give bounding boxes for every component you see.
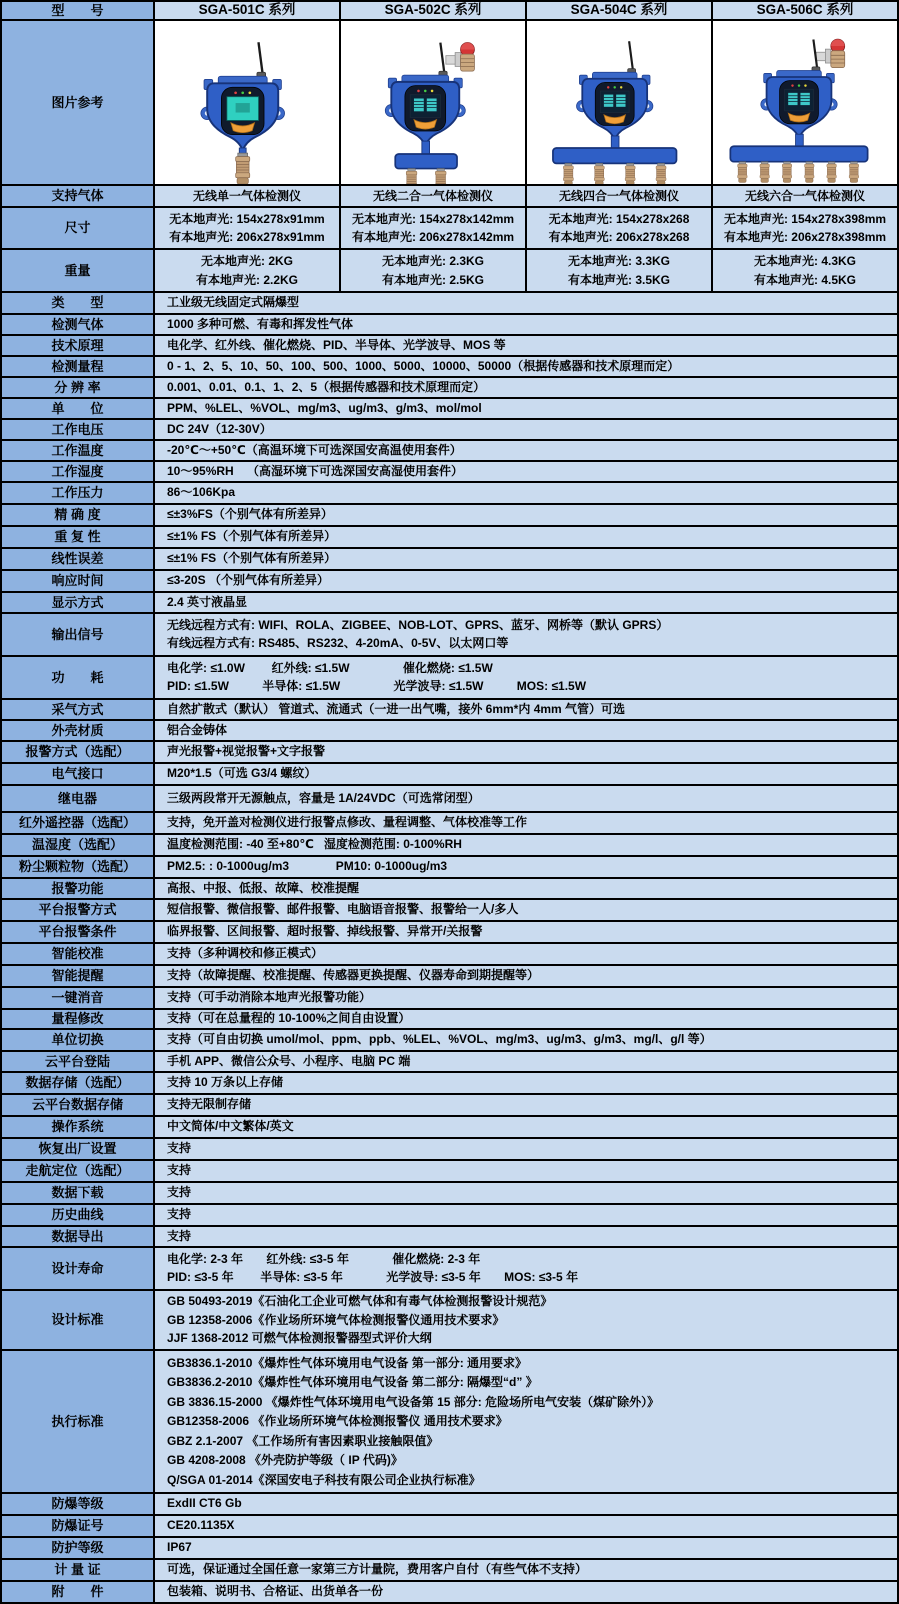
label-sampling: 采气方式 [2, 700, 155, 719]
value-output [155, 614, 897, 655]
cell-line: 有本地声光: 2.2KG [195, 272, 298, 287]
value-data-storage: 支持 10 万条以上存储 [155, 1073, 897, 1093]
label-shell: 外壳材质 [2, 721, 155, 740]
label-platform-alarm-cond: 平台报警条件 [2, 922, 155, 942]
value-resolution: 0.001、0.01、0.1、1、2、5（根据传感器和技术原理而定） [155, 378, 897, 397]
value-line: PID: ≤1.5W 半导体: ≤1.5W 光学波导: ≤1.5W MOS: ≤1.5W [167, 679, 587, 694]
row-sampling [2, 700, 897, 721]
value-line: GBZ 2.1-2007 《工作场所有害因素职业接触限值》 [167, 1433, 439, 1448]
value-factory-reset: 支持 [155, 1139, 897, 1159]
label-lifetime: 设计寿命 [2, 1248, 155, 1289]
image-cell-sga-506c [713, 21, 897, 184]
label-alarm-func: 报警功能 [2, 879, 155, 898]
row-dust [2, 857, 897, 879]
label-history-curve: 历史曲线 [2, 1205, 155, 1225]
label-mute: 一键消音 [2, 988, 155, 1008]
label-resolution: 分 辨 率 [2, 378, 155, 397]
label-cloud-login: 云平台登陆 [2, 1052, 155, 1071]
row-weight [2, 250, 897, 293]
value-data-export: 支持 [155, 1227, 897, 1246]
cell-line: 有本地声光: 206x278x91mm [169, 229, 325, 244]
cell-line: 无本地声光: 154x278x268 [548, 211, 690, 226]
value-os: 中文简体/中文繁体/英文 [155, 1117, 897, 1137]
cell-line: 无本地声光: 2KG [200, 254, 293, 269]
value-range: 0 - 1、2、5、10、50、100、500、1000、5000、10000、50000（根据传感器和技术原理而定） [155, 357, 897, 376]
product-image-sga-501c-icon [155, 21, 339, 184]
row-design-std [2, 1291, 897, 1351]
value-temp-humidity: 温度检测范围: -40 至+80℃ 湿度检测范围: 0-100%RH [155, 835, 897, 855]
value-range-mod: 支持（可在总量程的 10-100%之间自由设置） [155, 1010, 897, 1028]
row-ip-rating [2, 1538, 897, 1560]
cell [527, 208, 713, 248]
value-line: GB 12358-2006《作业场所环境气体检测报警仪通用技术要求》 [167, 1312, 505, 1327]
value-dust: PM2.5: : 0-1000ug/m3 PM10: 0-1000ug/m3 [155, 857, 897, 877]
cell-line: 无本地声光: 154x278x142mm [351, 211, 515, 226]
value-smart-remind: 支持（故障提醒、校准提醒、传感器更换提醒、仪器寿命到期提醒等） [155, 966, 897, 986]
label-data-storage: 数据存储（选配） [2, 1073, 155, 1093]
model-sga-502c: SGA-502C 系列 [341, 2, 527, 19]
value-cloud-login: 手机 APP、微信公众号、小程序、电脑 PC 端 [155, 1052, 897, 1071]
label-smart-remind: 智能提醒 [2, 966, 155, 986]
model-header-label: 型 号 [2, 2, 155, 19]
label-alarm-mode: 报警方式（选配） [2, 742, 155, 762]
value-sampling: 自然扩散式（默认） 管道式、流通式（一进一出气嘴，接外 6mm*内 4mm 气管）可选 [155, 700, 897, 719]
value-alarm-func: 高报、中报、低报、故障、校准提醒 [155, 879, 897, 898]
value-power [155, 657, 897, 698]
value-display: 2.4 英寸液晶显 [155, 593, 897, 612]
value-electrical: M20*1.5（可选 G3/4 螺纹） [155, 764, 897, 784]
label-weight: 重量 [2, 250, 155, 291]
row-size [2, 208, 897, 250]
row-ir-remote [2, 813, 897, 835]
value-voltage: DC 24V（12-30V） [155, 420, 897, 439]
cell-line: 有本地声光: 4.5KG [753, 272, 856, 287]
cell-line: 无本地声光: 154x278x398mm [723, 211, 887, 226]
cell [713, 250, 897, 291]
label-linearity: 线性误差 [2, 549, 155, 569]
row-display [2, 593, 897, 614]
label-unit-switch: 单位切换 [2, 1030, 155, 1050]
cell-line: 无本地声光: 154x278x91mm [169, 211, 325, 226]
cell-line: 有本地声光: 206x278x268 [548, 229, 690, 244]
label-temp-humidity: 温湿度（选配） [2, 835, 155, 855]
label-smart-cal: 智能校准 [2, 944, 155, 964]
cell: 无线四合一气体检测仪 [527, 186, 713, 206]
label-power: 功 耗 [2, 657, 155, 698]
cell-line: 有本地声光: 3.5KG [567, 272, 670, 287]
cell-line: 有本地声光: 2.5KG [381, 272, 484, 287]
row-lifetime [2, 1248, 897, 1291]
row-nav-location [2, 1161, 897, 1183]
cell: 无线单一气体检测仪 [155, 186, 341, 206]
value-line: GB12358-2006 《作业场所环境气体检测报警仪 通用技术要求》 [167, 1414, 508, 1428]
label-design-std: 设计标准 [2, 1291, 155, 1349]
cell [155, 250, 341, 291]
cell: 无线六合一气体检测仪 [713, 186, 897, 206]
cell [527, 250, 713, 291]
label-relay: 继电器 [2, 786, 155, 811]
value-mute: 支持（可手动消除本地声光报警功能） [155, 988, 897, 1008]
value-line: 电化学: ≤1.0W 红外线: ≤1.5W 催化燃烧: ≤1.5W [167, 660, 493, 675]
value-humidity: 10～95%RH （高湿环境下可选深国安高湿使用套件） [155, 462, 897, 481]
row-linearity [2, 549, 897, 571]
row-principle [2, 336, 897, 357]
value-accessories: 包装箱、说明书、合格证、出货单各一份 [155, 1582, 897, 1602]
label-size: 尺寸 [2, 208, 155, 248]
value-unit: PPM、%LEL、%VOL、mg/m3、ug/m3、g/m3、mol/mol [155, 399, 897, 418]
value-temperature: -20℃～+50℃（高温环境下可选深国安高温使用套件） [155, 441, 897, 460]
row-smart-cal [2, 944, 897, 966]
row-output [2, 614, 897, 657]
row-resolution [2, 378, 897, 399]
value-metrology: 可选，保证通过全国任意一家第三方计量院，费用客户自付（有些气体不支持） [155, 1560, 897, 1580]
row-unit-switch [2, 1030, 897, 1052]
cell-line: 无本地声光: 2.3KG [381, 254, 484, 269]
row-range [2, 357, 897, 378]
value-type: 工业级无线固定式隔爆型 [155, 293, 897, 313]
row-accuracy [2, 505, 897, 527]
row-pressure [2, 483, 897, 505]
value-line: 电化学: 2-3 年 红外线: ≤3-5 年 催化燃烧: 2-3 年 [167, 1251, 481, 1266]
row-relay [2, 786, 897, 813]
label-exec-std: 执行标准 [2, 1351, 155, 1492]
row-alarm-func [2, 879, 897, 900]
label-explosion-class: 防爆等级 [2, 1494, 155, 1514]
row-exec-std [2, 1351, 897, 1494]
model-sga-504c: SGA-504C 系列 [527, 2, 713, 19]
image-row-label: 图片参考 [2, 21, 155, 184]
label-cloud-storage: 云平台数据存储 [2, 1095, 155, 1115]
label-voltage: 工作电压 [2, 420, 155, 439]
product-image-sga-506c-icon [713, 21, 897, 184]
value-line: GB 50493-2019《石油化工企业可燃气体和有毒气体检测报警设计规范》 [167, 1294, 553, 1309]
value-shell: 铝合金铸体 [155, 721, 897, 740]
value-ip-rating: IP67 [155, 1538, 897, 1558]
label-platform-alarm-mode: 平台报警方式 [2, 900, 155, 920]
row-os [2, 1117, 897, 1139]
row-shell [2, 721, 897, 742]
value-history-curve: 支持 [155, 1205, 897, 1225]
label-nav-location: 走航定位（选配） [2, 1161, 155, 1181]
row-cloud-storage [2, 1095, 897, 1117]
model-sga-501c: SGA-501C 系列 [155, 2, 341, 19]
label-ir-remote: 红外遥控器（选配） [2, 813, 155, 833]
value-exec-std [155, 1351, 897, 1492]
label-data-download: 数据下载 [2, 1183, 155, 1203]
label-support-gas: 支持气体 [2, 186, 155, 206]
value-line: 无线远程方式有: WIFI、ROLA、ZIGBEE、NOB-LOT、GPRS、蓝牙、网桥等（默认 GPRS） [167, 617, 669, 632]
row-type [2, 293, 897, 315]
label-data-export: 数据导出 [2, 1227, 155, 1246]
value-alarm-mode: 声光报警+视觉报警+文字报警 [155, 742, 897, 762]
value-line: GB3836.1-2010《爆炸性气体环境用电气设备 第一部分: 通用要求》 [167, 1355, 528, 1370]
value-line: PID: ≤3-5 年 半导体: ≤3-5 年 光学波导: ≤3-5 年 MOS: ≤3-5 年 [167, 1270, 579, 1285]
value-ir-remote: 支持，免开盖对检测仪进行报警点修改、量程调整、气体校准等工作 [155, 813, 897, 833]
cell-line: 有本地声光: 206x278x398mm [723, 229, 887, 244]
row-accessories [2, 1582, 897, 1602]
row-history-curve [2, 1205, 897, 1227]
label-dust: 粉尘颗粒物（选配） [2, 857, 155, 877]
row-power [2, 657, 897, 700]
image-cell-sga-504c [527, 21, 713, 184]
label-os: 操作系统 [2, 1117, 155, 1137]
row-humidity [2, 462, 897, 483]
value-explosion-cert: CE20.1135X [155, 1516, 897, 1536]
header-row [2, 2, 897, 21]
cell [155, 208, 341, 248]
value-line: GB3836.2-2010《爆炸性气体环境用电气设备 第二部分: 隔爆型“d” 》 [167, 1375, 538, 1389]
image-cell-sga-501c [155, 21, 341, 184]
cell-line: 无本地声光: 3.3KG [567, 254, 670, 269]
cell [341, 208, 527, 248]
value-data-download: 支持 [155, 1183, 897, 1203]
row-data-download [2, 1183, 897, 1205]
label-unit: 单 位 [2, 399, 155, 418]
row-platform-alarm-mode [2, 900, 897, 922]
value-repeatability: ≤±1% FS（个别气体有所差异） [155, 527, 897, 547]
value-line: 有线远程方式有: RS485、RS232、4-20mA、0-5V、以太网口等 [167, 636, 509, 651]
row-range-mod [2, 1010, 897, 1030]
value-gas: 1000 多种可燃、有毒和挥发性气体 [155, 315, 897, 334]
value-pressure: 86～106Kpa [155, 483, 897, 503]
value-nav-location: 支持 [155, 1161, 897, 1181]
model-sga-506c: SGA-506C 系列 [713, 2, 897, 19]
label-accuracy: 精 确 度 [2, 505, 155, 525]
row-support-gas [2, 186, 897, 208]
value-line: Q/SGA 01-2014《深国安电子科技有限公司企业执行标准》 [167, 1472, 481, 1487]
row-metrology [2, 1560, 897, 1582]
label-explosion-cert: 防爆证号 [2, 1516, 155, 1536]
row-explosion-class [2, 1494, 897, 1516]
value-platform-alarm-cond: 临界报警、区间报警、超时报警、掉线报警、异常开/关报警 [155, 922, 897, 942]
value-unit-switch: 支持（可自由切换 umol/mol、ppm、ppb、%LEL、%VOL、mg/m3、ug/m3、g/m3、mg/l、g/l 等） [155, 1030, 897, 1050]
label-temperature: 工作温度 [2, 441, 155, 460]
row-electrical [2, 764, 897, 786]
row-unit [2, 399, 897, 420]
product-image-sga-504c-icon [527, 21, 711, 184]
value-relay: 三级两段常开无源触点，容量是 1A/24VDC（可选常闭型） [155, 786, 897, 811]
label-electrical: 电气接口 [2, 764, 155, 784]
label-accessories: 附 件 [2, 1582, 155, 1602]
label-range: 检测量程 [2, 357, 155, 376]
row-factory-reset [2, 1139, 897, 1161]
value-cloud-storage: 支持无限制存储 [155, 1095, 897, 1115]
value-platform-alarm-mode: 短信报警、微信报警、邮件报警、电脑语音报警、报警给一人/多人 [155, 900, 897, 920]
label-response: 响应时间 [2, 571, 155, 591]
label-ip-rating: 防护等级 [2, 1538, 155, 1558]
cell-line: 无本地声光: 4.3KG [753, 254, 856, 269]
image-row [2, 21, 897, 186]
row-data-export [2, 1227, 897, 1248]
label-metrology: 计 量 证 [2, 1560, 155, 1580]
label-range-mod: 量程修改 [2, 1010, 155, 1028]
row-gas [2, 315, 897, 336]
cell-line: 有本地声光: 206x278x142mm [351, 229, 515, 244]
cell [713, 208, 897, 248]
label-factory-reset: 恢复出厂设置 [2, 1139, 155, 1159]
product-image-sga-502c-icon [341, 21, 525, 184]
value-accuracy: ≤±3%FS（个别气体有所差异） [155, 505, 897, 525]
value-line: GB 4208-2008 《外壳防护等级（ IP 代码)》 [167, 1453, 403, 1467]
row-cloud-login [2, 1052, 897, 1073]
label-gas: 检测气体 [2, 315, 155, 334]
label-output: 输出信号 [2, 614, 155, 655]
cell: 无线二合一气体检测仪 [341, 186, 527, 206]
value-lifetime [155, 1248, 897, 1289]
value-explosion-class: ExdII CT6 Gb [155, 1494, 897, 1514]
cell [341, 250, 527, 291]
value-design-std [155, 1291, 897, 1349]
label-repeatability: 重 复 性 [2, 527, 155, 547]
value-line: JJF 1368-2012 可燃气体检测报警器型式评价大纲 [167, 1330, 432, 1345]
row-voltage [2, 420, 897, 441]
row-temp-humidity [2, 835, 897, 857]
value-principle: 电化学、红外线、催化燃烧、PID、半导体、光学波导、MOS 等 [155, 336, 897, 355]
row-alarm-mode [2, 742, 897, 764]
value-linearity: ≤±1% FS（个别气体有所差异） [155, 549, 897, 569]
row-smart-remind [2, 966, 897, 988]
value-smart-cal: 支持（多种调校和修正模式） [155, 944, 897, 964]
image-cell-sga-502c [341, 21, 527, 184]
label-display: 显示方式 [2, 593, 155, 612]
row-repeatability [2, 527, 897, 549]
row-platform-alarm-cond [2, 922, 897, 944]
row-response [2, 571, 897, 593]
row-explosion-cert [2, 1516, 897, 1538]
value-response: ≤3-20S （个别气体有所差异） [155, 571, 897, 591]
row-temperature [2, 441, 897, 462]
label-type: 类 型 [2, 293, 155, 313]
label-principle: 技术原理 [2, 336, 155, 355]
row-mute [2, 988, 897, 1010]
row-data-storage [2, 1073, 897, 1095]
label-pressure: 工作压力 [2, 483, 155, 503]
value-line: GB 3836.15-2000 《爆炸性气体环境用电气设备第 15 部分: 危险场所电气安装（煤矿除外）》 [167, 1394, 660, 1409]
label-humidity: 工作湿度 [2, 462, 155, 481]
